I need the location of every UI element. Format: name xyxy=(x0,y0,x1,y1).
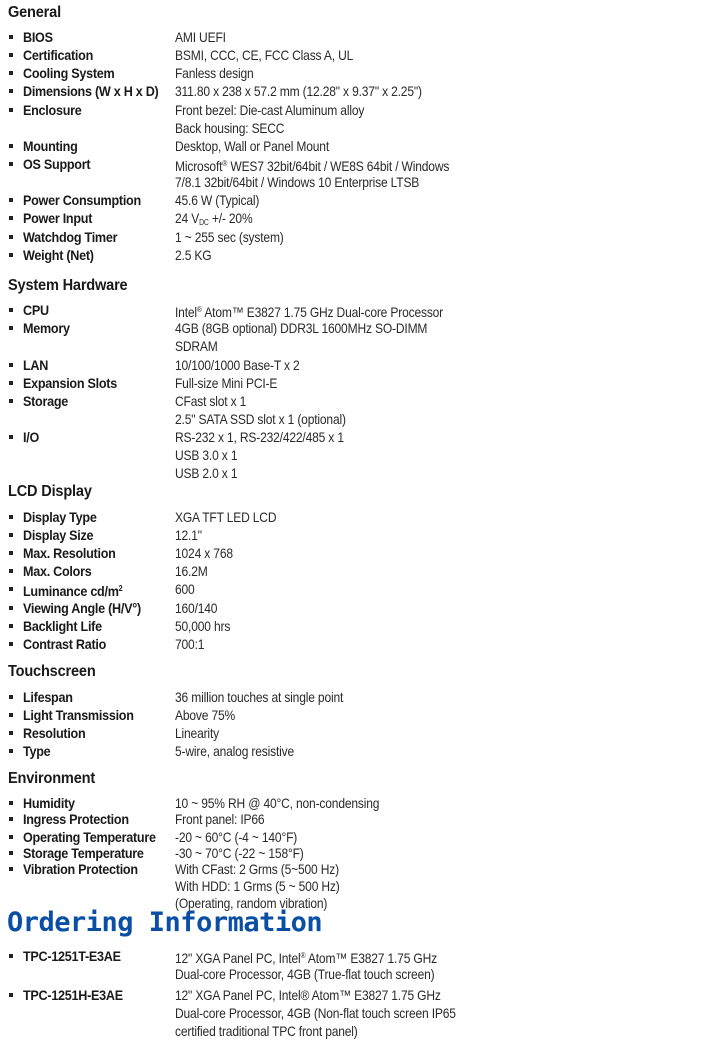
bullet-icon xyxy=(9,253,13,257)
spec-value: XGA TFT LED LCD xyxy=(175,509,277,525)
spec-row-watchdog xyxy=(0,228,700,246)
spec-label: Enclosure xyxy=(23,102,82,118)
bullet-icon xyxy=(9,551,13,555)
spec-label: Power Consumption xyxy=(23,192,141,208)
spec-label: Mounting xyxy=(23,138,78,154)
section-title-touchscreen: Touchscreen xyxy=(8,663,96,680)
spec-row-cpu xyxy=(0,301,700,319)
spec-label: Certification xyxy=(23,47,94,63)
spec-value: Front bezel: Die-cast Aluminum alloy xyxy=(175,102,365,118)
spec-label: Storage xyxy=(23,393,69,409)
bullet-icon xyxy=(9,817,13,821)
spec-label: Dimensions (W x H x D) xyxy=(23,83,159,99)
spec-label: Ingress Protection xyxy=(23,811,129,827)
spec-label: Max. Resolution xyxy=(23,545,116,561)
spec-row-bios xyxy=(0,28,700,46)
spec-row-max-colors xyxy=(0,562,700,580)
order-row-tpc-1251t xyxy=(0,947,700,982)
spec-value: 5-wire, analog resistive xyxy=(175,743,295,759)
spec-label: Memory xyxy=(23,320,70,336)
spec-value: Desktop, Wall or Panel Mount xyxy=(175,138,330,154)
bullet-icon xyxy=(9,71,13,75)
spec-value: 2.5 KG xyxy=(175,247,212,263)
bullet-icon xyxy=(9,569,13,573)
spec-value: 50,000 hrs xyxy=(175,618,231,634)
section-title-system-hardware: System Hardware xyxy=(8,277,128,294)
spec-label: Max. Colors xyxy=(23,563,92,579)
spec-value: USB 2.0 x 1 xyxy=(175,465,238,481)
spec-label: Display Type xyxy=(23,509,97,525)
spec-value: 24 $V_{DC}$ +/- 20% xyxy=(175,210,253,227)
spec-value: 1 ~ 255 sec (system) xyxy=(175,229,284,245)
spec-value: Microsoft® WES7 32bit/64bit / WE8S 64bit / Windows xyxy=(175,158,450,174)
spec-row-backlight-life xyxy=(0,617,700,635)
bullet-icon xyxy=(9,835,13,839)
spec-value: Back housing: SECC xyxy=(175,120,285,136)
spec-row-display-size xyxy=(0,526,700,544)
spec-label: BIOS xyxy=(23,29,53,45)
bullet-icon xyxy=(9,587,13,591)
section-title-lcd-display: LCD Display xyxy=(8,483,92,500)
spec-value: AMI UEFI xyxy=(175,29,226,45)
bullet-icon xyxy=(9,515,13,519)
spec-label: Operating Temperature xyxy=(23,829,156,845)
bullet-icon xyxy=(9,695,13,699)
bullet-icon xyxy=(9,308,13,312)
spec-label: Weight (Net) xyxy=(23,247,94,263)
spec-label: Watchdog Timer xyxy=(23,229,118,245)
spec-row-viewing-angle xyxy=(0,599,700,617)
spec-value: 7/8.1 32bit/64bit / Windows 10 Enterprise LTSB xyxy=(175,174,420,190)
bullet-icon xyxy=(9,363,13,367)
spec-row-touch-type xyxy=(0,742,700,760)
spec-label: Humidity xyxy=(23,795,75,811)
spec-value: -30 ~ 70°C (-22 ~ 158°F) xyxy=(175,845,304,861)
bullet-icon xyxy=(9,533,13,537)
spec-value: Linearity xyxy=(175,725,219,741)
spec-label: Lifespan xyxy=(23,689,73,705)
spec-value: 10/100/1000 Base-T x 2 xyxy=(175,357,300,373)
part-number: TPC-1251H-E3AE xyxy=(23,987,123,1003)
spec-value: USB 3.0 x 1 xyxy=(175,447,238,463)
bullet-icon xyxy=(9,851,13,855)
spec-value: -20 ~ 60°C (-4 ~ 140°F) xyxy=(175,829,298,845)
section-title-environment: Environment xyxy=(8,770,95,787)
spec-row-power-consumption xyxy=(0,191,700,209)
spec-value: 700:1 xyxy=(175,636,205,652)
bullet-icon xyxy=(9,144,13,148)
spec-row-weight xyxy=(0,246,700,264)
spec-value: SDRAM xyxy=(175,338,218,354)
bullet-icon xyxy=(9,399,13,403)
ordering-information-title: Ordering Information xyxy=(7,907,323,938)
bullet-icon xyxy=(9,606,13,610)
spec-label: Backlight Life xyxy=(23,618,102,634)
bullet-icon xyxy=(9,954,13,958)
spec-value: 10 ~ 95% RH @ 40°C, non-condensing xyxy=(175,795,380,811)
part-description: Dual-core Processor, 4GB (True-flat touch screen) xyxy=(175,966,435,982)
spec-value: 36 million touches at single point xyxy=(175,689,344,705)
bullet-icon xyxy=(9,731,13,735)
spec-row-lan xyxy=(0,356,700,374)
spec-value: (Operating, random vibration) xyxy=(175,895,328,911)
part-description: 12" XGA Panel PC, Intel® Atom™ E3827 1.75 GHz xyxy=(175,987,441,1003)
bullet-icon xyxy=(9,801,13,805)
bullet-icon xyxy=(9,624,13,628)
bullet-icon xyxy=(9,713,13,717)
spec-label: Contrast Ratio xyxy=(23,636,107,652)
spec-row-os-support xyxy=(0,155,700,190)
spec-value: 2.5" SATA SSD slot x 1 (optional) xyxy=(175,411,346,427)
spec-row-vibration xyxy=(0,860,700,911)
spec-label: CPU xyxy=(23,302,49,318)
spec-row-power-input xyxy=(0,209,700,227)
spec-value: 600 xyxy=(175,581,195,597)
spec-value: 311.80 x 238 x 57.2 mm (12.28" x 9.37" x 2.25") xyxy=(175,83,422,99)
spec-label: OS Support xyxy=(23,156,91,172)
spec-row-dimensions xyxy=(0,82,700,100)
spec-row-luminance xyxy=(0,580,700,598)
spec-row-display-type xyxy=(0,508,700,526)
spec-value: Fanless design xyxy=(175,65,254,81)
spec-label: Vibration Protection xyxy=(23,861,138,877)
spec-label: Storage Temperature xyxy=(23,845,144,861)
spec-label: Light Transmission xyxy=(23,707,134,723)
spec-label: Type xyxy=(23,743,51,759)
spec-row-ingress xyxy=(0,810,700,828)
bullet-icon xyxy=(9,35,13,39)
spec-label: Resolution xyxy=(23,725,86,741)
bullet-icon xyxy=(9,89,13,93)
spec-label: Viewing Angle (H/V°) xyxy=(23,600,141,616)
spec-row-storage xyxy=(0,392,700,427)
spec-row-cooling xyxy=(0,64,700,82)
bullet-icon xyxy=(9,642,13,646)
bullet-icon xyxy=(9,53,13,57)
spec-label: Cooling System xyxy=(23,65,115,81)
part-description: 12" XGA Panel PC, Intel® Atom™ E3827 1.75 GHz xyxy=(175,950,437,966)
spec-value: Front panel: IP66 xyxy=(175,811,265,827)
bullet-icon xyxy=(9,435,13,439)
spec-row-memory xyxy=(0,319,700,354)
spec-value: 1024 x 768 xyxy=(175,545,233,561)
spec-row-contrast-ratio xyxy=(0,635,700,653)
bullet-icon xyxy=(9,216,13,220)
bullet-icon xyxy=(9,326,13,330)
spec-value: 16.2M xyxy=(175,563,208,579)
spec-row-resolution xyxy=(0,724,700,742)
spec-value: CFast slot x 1 xyxy=(175,393,247,409)
spec-value: 12.1" xyxy=(175,527,202,543)
bullet-icon xyxy=(9,235,13,239)
spec-label: Power Input xyxy=(23,210,93,226)
section-title-general: General xyxy=(8,4,61,21)
spec-row-io xyxy=(0,428,700,481)
spec-value: BSMI, CCC, CE, FCC Class A, UL xyxy=(175,47,354,63)
spec-value: With CFast: 2 Grms (5~500 Hz) xyxy=(175,861,339,877)
spec-value: Intel® Atom™ E3827 1.75 GHz Dual-core Processor xyxy=(175,304,444,320)
bullet-icon xyxy=(9,198,13,202)
spec-value: 160/140 xyxy=(175,600,218,616)
spec-row-mounting xyxy=(0,137,700,155)
spec-row-expansion-slots xyxy=(0,374,700,392)
spec-value: Above 75% xyxy=(175,707,236,723)
spec-row-enclosure xyxy=(0,101,700,136)
part-description: certified traditional TPC front panel) xyxy=(175,1023,358,1039)
spec-label: Expansion Slots xyxy=(23,375,117,391)
spec-value: RS-232 x 1, RS-232/422/485 x 1 xyxy=(175,429,344,445)
spec-value: With HDD: 1 Grms (5 ~ 500 Hz) xyxy=(175,878,340,894)
bullet-icon xyxy=(9,381,13,385)
bullet-icon xyxy=(9,162,13,166)
part-description: Dual-core Processor, 4GB (Non-flat touch screen IP65 xyxy=(175,1005,456,1021)
bullet-icon xyxy=(9,108,13,112)
spec-row-max-resolution xyxy=(0,544,700,562)
spec-value: 45.6 W (Typical) xyxy=(175,192,260,208)
spec-row-light-transmission xyxy=(0,706,700,724)
bullet-icon xyxy=(9,867,13,871)
order-row-tpc-1251h xyxy=(0,986,700,1039)
spec-row-certification xyxy=(0,46,700,64)
spec-value: 4GB (8GB optional) DDR3L 1600MHz SO-DIMM xyxy=(175,320,428,336)
spec-row-lifespan xyxy=(0,688,700,706)
bullet-icon xyxy=(9,749,13,753)
spec-label: Luminance $cd/m^2$ xyxy=(23,583,123,599)
bullet-icon xyxy=(9,993,13,997)
spec-value: Full-size Mini PCI-E xyxy=(175,375,278,391)
part-number: TPC-1251T-E3AE xyxy=(23,948,121,964)
spec-label: LAN xyxy=(23,357,49,373)
spec-label: I/O xyxy=(23,429,40,445)
spec-label: Display Size xyxy=(23,527,94,543)
